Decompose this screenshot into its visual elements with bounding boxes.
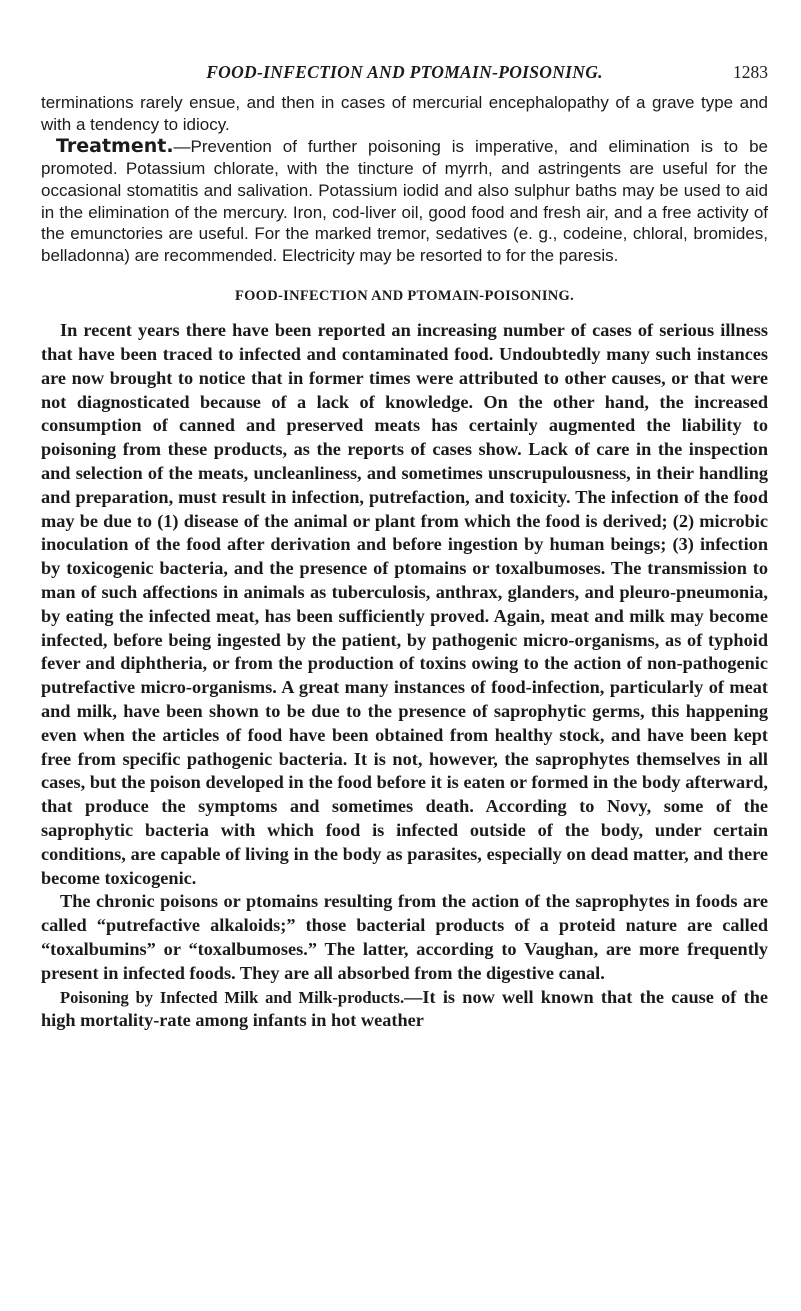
running-title: FOOD-INFECTION AND PTOMAIN-POISONING. <box>206 62 603 82</box>
intro-paragraph: terminations rarely ensue, and then in cases of mercurial encephalopathy of a grave type and with a tendency to idiocy. <box>41 93 768 134</box>
treatment-paragraph <box>41 136 768 267</box>
book-page <box>41 62 768 1033</box>
section-body <box>41 319 768 1033</box>
treatment-text: —Prevention of further poisoning is imperative, and elimination is to be promoted. Potassium chlorate, with the tincture of myrrh, and astringents are useful for the occasional stomatitis and salivation. Potassium iodid and also sulphur baths may be used to aid in the elimination of the mercury. Iron, cod-liver oil, good food and fresh air, and a free activity of the emunctories are useful. For the marked tremor, sedatives (e. g., codeine, chloral, bromides, belladonna) are recommended. Electricity may be resorted to for the paresis. <box>41 136 768 266</box>
treatment-heading: Treatment. <box>56 134 174 157</box>
milk-heading: Poisoning by Infected Milk and Milk-products. <box>60 987 405 1007</box>
section-title: FOOD-INFECTION AND PTOMAIN-POISONING. <box>234 288 575 305</box>
page-number: 1283 <box>733 62 768 82</box>
body-paragraph-2: The chronic poisons or ptomains resulting from the action of the saprophytes in foods are called “putrefactive alkaloids;” those bacterial products of a proteid nature are called “toxalbumins” or “toxalbumoses.” The latter, according to Vaughan, are more frequently present in infected foods. They are all absorbed from the digestive canal. <box>41 891 768 983</box>
milk-paragraph <box>41 986 768 1034</box>
intro-block <box>41 92 768 267</box>
body-paragraph-1: In recent years there have been reported an increasing number of cases of serious illness that have been traced to infected and contaminated food. Undoubtedly many such instances are now brought to notice that in former times were attributed to other causes, or that were not diagnosticated because of a lack of knowledge. On the other hand, the increased consumption of canned and preserved meats has certainly augmented the liability to poisoning from these products, as the reports of cases show. Lack of care in the inspection and selection of the meats, uncleanliness, and sometimes unscrupulousness, in their handling and preparation, must result in infection, putrefaction, and toxicity. The infection of the food may be due to (1) disease of the animal or plant from which the food is derived; (2) microbic inoculation of the food after derivation and before ingestion by human beings; (3) infection by toxicogenic bacteria, and the presence of ptomains or toxalbumoses. The transmission to man of such affections in animals as tuberculosis, anthrax, glanders, and pleuro-pneumonia, by eating the infected meat, has been sufficiently proved. Again, meat and milk may become infected, before being ingested by the patient, by pathogenic micro-organisms, as of typhoid fever and diphtheria, or from the production of toxins owing to the action of non-pathogenic putrefactive micro-organisms. A great many instances of food-infection, particularly of meat and milk, have been shown to be due to the presence of saprophytic germs, this happening even when the articles of food have been obtained from healthy stock, and have been kept free from specific pathogenic bacteria. It is not, however, the saprophytes themselves in all cases, but the poison developed in the food before it is eaten or formed in the body afterward, that produce the symptoms and sometimes death. According to Novy, some of the saprophytic bacteria with which food is infected outside of the body, under certain conditions, are capable of living in the body as parasites, especially on dead matter, and there become toxicogenic. <box>41 320 768 888</box>
running-head <box>41 62 768 92</box>
milk-text: —It is now well known that the cause of the high mortality-rate among infants in hot weather <box>41 986 768 1031</box>
